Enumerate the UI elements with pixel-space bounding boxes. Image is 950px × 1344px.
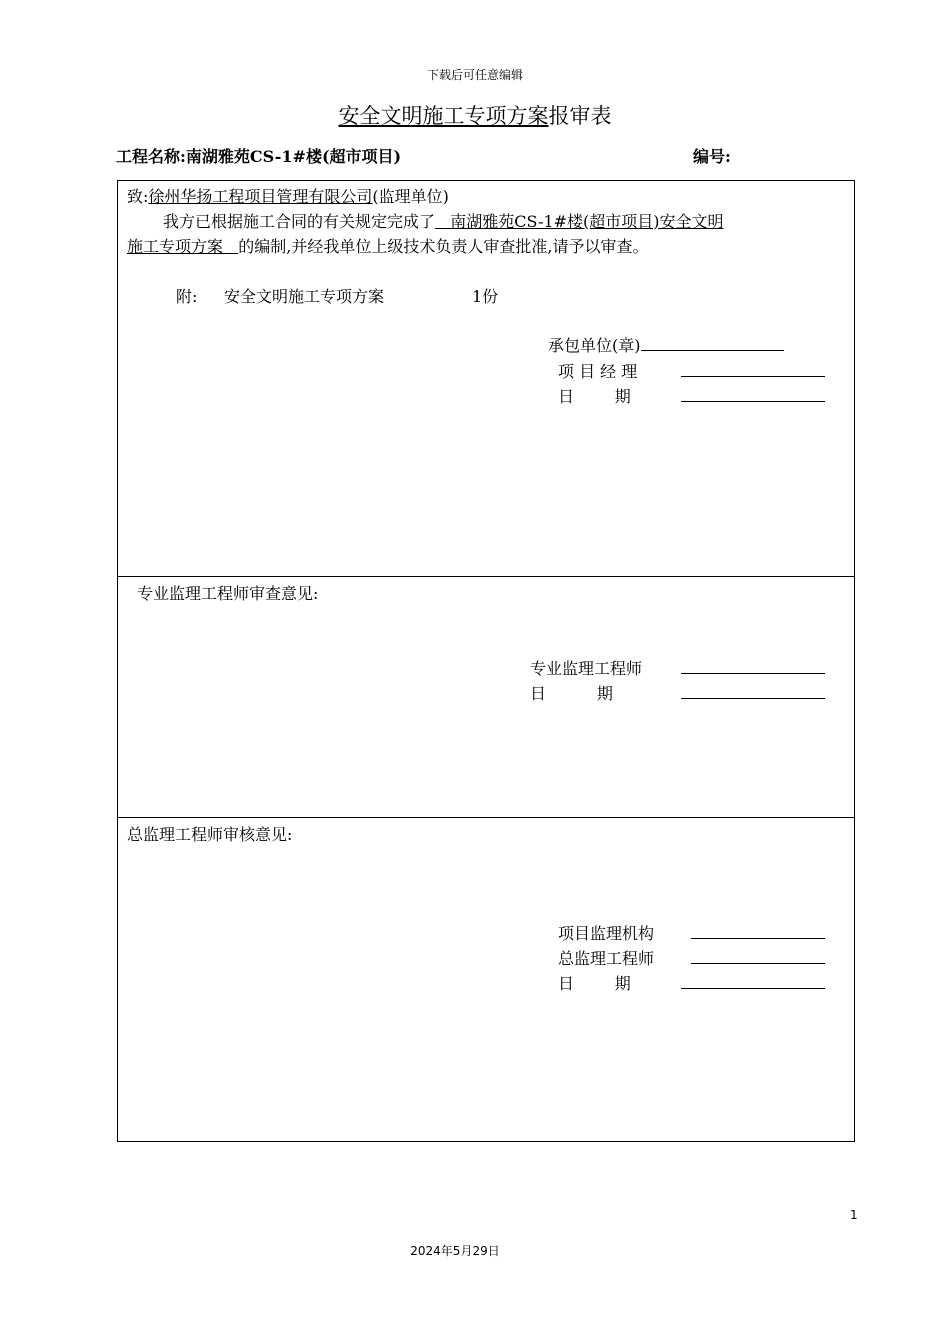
approval-form xyxy=(117,180,855,1142)
chief-engineer-label: 总监理工程师 xyxy=(558,949,655,968)
engineer-label: 专业监理工程师 xyxy=(530,659,643,678)
date-label-2: 日 期 xyxy=(530,684,613,703)
chief-engineer-blank xyxy=(691,949,825,964)
body-fill-1: 南湖雅苑CS-1#楼(超市项目)安全文明 xyxy=(435,212,724,231)
section-divider-2 xyxy=(118,817,854,818)
body-prefix: 我方已根据施工合同的有关规定完成了 xyxy=(163,212,436,231)
date-blank-1 xyxy=(681,387,825,402)
body-line-2 xyxy=(127,234,648,257)
date-blank-2 xyxy=(681,684,825,699)
page-number: 1 xyxy=(850,1208,858,1222)
addressee-line xyxy=(127,184,449,207)
contractor-blank xyxy=(641,336,784,351)
document-title xyxy=(0,100,950,130)
supervision-org-label: 项目监理机构 xyxy=(558,924,655,943)
engineer-blank xyxy=(681,659,825,674)
body-suffix: 的编制,并经我单位上级技术负责人审查批准,请予以审查。 xyxy=(238,237,649,256)
addressee-prefix: 致: xyxy=(127,187,149,206)
project-name: 工程名称:南湖雅苑CS-1#楼(超市项目) xyxy=(116,147,402,166)
number-label: 编号: xyxy=(693,147,731,166)
manager-label: 项 目 经 理 xyxy=(558,362,638,381)
addressee-suffix: (监理单位) xyxy=(372,187,449,206)
body-line-1 xyxy=(163,209,724,232)
title-underlined-part: 安全文明施工专项方案 xyxy=(338,104,549,128)
contractor-label: 承包单位(章) xyxy=(548,336,641,355)
body-fill-2: 施工专项方案 xyxy=(127,237,239,256)
attachment-count: 1份 xyxy=(472,287,499,306)
addressee-company: 徐州华扬工程项目管理有限公司 xyxy=(148,187,373,206)
attachment-label: 附: xyxy=(176,287,198,306)
chief-review-heading: 总监理工程师审核意见: xyxy=(127,825,293,844)
date-blank-3 xyxy=(681,974,825,989)
section-divider-1 xyxy=(118,576,854,577)
attachment-item: 安全文明施工专项方案 xyxy=(224,287,385,306)
manager-blank xyxy=(681,362,825,377)
date-label-1: 日 期 xyxy=(558,387,631,406)
date-label-3: 日 期 xyxy=(558,974,631,993)
supervision-org-blank xyxy=(691,924,825,939)
footer-date: 2024年5月29日 xyxy=(410,1244,500,1258)
engineer-review-heading: 专业监理工程师审查意见: xyxy=(137,584,319,603)
contractor-sign-row xyxy=(548,333,784,356)
title-rest: 报审表 xyxy=(548,104,612,128)
header-note: 下载后可任意编辑 xyxy=(426,68,523,82)
